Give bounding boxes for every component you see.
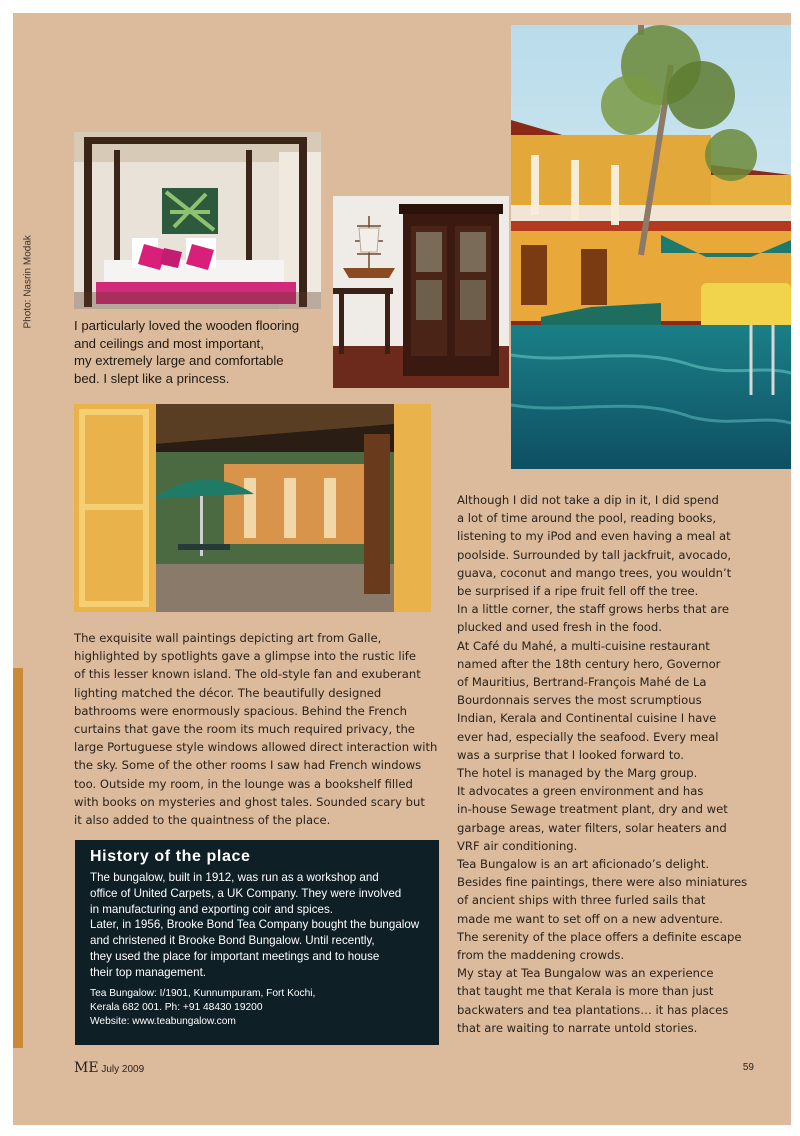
photo-credit: Photo: Nasrin Modak — [22, 235, 34, 329]
body-line: Indian, Kerala and Continental cuisine I have — [457, 711, 717, 726]
body-line: garbage areas, water filters, solar heaters and — [457, 820, 727, 835]
history-line: Later, in 1956, Brooke Bond Tea Company bought the bungalow — [90, 918, 420, 932]
body-line: plucked and used fresh in the food. — [457, 620, 662, 635]
history-line: and christened it Brooke Bond Bungalow. Until recently, — [90, 934, 375, 948]
body-line: named after the 18th century hero, Governor — [457, 656, 721, 671]
body-line: was a surprise that I looked forward to. — [457, 747, 684, 762]
body-line: At Café du Mahé, a multi-cuisine restaurant — [457, 638, 710, 653]
left-column-text — [74, 629, 439, 829]
contact-phone: Kerala 682 001. Ph: +91 48430 19200 — [90, 1001, 263, 1013]
body-line: the sky. Some of the other rooms I saw had French windows — [74, 758, 422, 773]
body-line: backwaters and tea plantations… it has places — [457, 1002, 729, 1017]
body-line: large Portuguese style windows allowed direct interaction with — [74, 740, 438, 755]
pool-photo — [511, 25, 791, 469]
body-line: In a little corner, the staff grows herbs that are — [457, 602, 730, 617]
caption-line: and ceilings and most important, — [74, 335, 264, 351]
photo-caption — [74, 317, 334, 387]
body-line: lighting matched the décor. The beautifully designed — [74, 685, 382, 700]
body-line: The serenity of the place offers a definite escape — [457, 929, 742, 944]
body-line: from the maddening crowds. — [457, 948, 625, 963]
body-line: The exquisite wall paintings depicting art from Galle, — [74, 631, 382, 645]
issue-date: July 2009 — [101, 1064, 145, 1075]
body-line: It advocates a green environment and has — [457, 784, 704, 799]
body-line: be surprised if a ripe fruit fell off the tree. — [457, 584, 699, 599]
body-line: that taught me that Kerala is more than just — [457, 984, 714, 999]
history-contact — [90, 987, 427, 1029]
body-line: it also added to the quaintness of the place. — [74, 813, 331, 828]
body-line: Tea Bungalow is an art aficionado’s delight. — [457, 857, 710, 872]
body-line: in-house Sewage treatment plant, dry and wet — [457, 802, 728, 817]
page-footer — [74, 1060, 754, 1076]
body-line: guava, coconut and mango trees, you wouldn’t — [457, 565, 732, 580]
body-line: The hotel is managed by the Marg group. — [457, 766, 698, 781]
caption-line: my extremely large and comfortable — [74, 353, 284, 369]
magazine-page — [13, 13, 791, 1125]
wardrobe-photo — [333, 196, 509, 388]
body-line: of Mauritius, Bertrand-François Mahé de La — [457, 675, 707, 690]
body-line: made me want to set off on a new adventure. — [457, 911, 723, 926]
history-line: office of United Carpets, a UK Company. They were involved — [90, 886, 402, 900]
body-line: that are waiting to narrate untold stories. — [457, 1020, 698, 1035]
caption-line: I particularly loved the wooden flooring — [74, 318, 300, 333]
history-line: their top management. — [90, 965, 207, 979]
page-edge-strip — [13, 668, 23, 1048]
caption-line: bed. I slept like a princess. — [74, 370, 230, 386]
history-title: History of the place — [90, 848, 251, 865]
body-line: a lot of time around the pool, reading books, — [457, 511, 717, 526]
history-box — [75, 840, 439, 1045]
body-line: Besides fine paintings, there were also miniatures — [457, 875, 748, 890]
body-line: highlighted by spotlights gave a glimpse into the rustic life — [74, 649, 417, 664]
body-line: curtains that gave the room its much required privacy, the — [74, 722, 415, 737]
body-line: Although I did not take a dip in it, I did spend — [457, 493, 719, 507]
body-line: of ancient ships with three furled sails that — [457, 893, 706, 908]
body-line: poolside. Surrounded by tall jackfruit, avocado, — [457, 547, 732, 562]
body-line: listening to my iPod and even having a meal at — [457, 529, 731, 544]
magazine-logo: ME — [74, 1060, 99, 1076]
body-line: My stay at Tea Bungalow was an experience — [457, 966, 714, 981]
bedroom-photo — [74, 132, 321, 309]
body-line: too. Outside my room, in the lounge was a bookshelf filled — [74, 776, 413, 791]
body-line: of this lesser known island. The old-style fan and exuberant — [74, 667, 421, 682]
contact-website: Website: www.teabungalow.com — [90, 1015, 236, 1027]
page-number: 59 — [742, 1062, 754, 1073]
body-line: VRF air conditioning. — [457, 838, 578, 853]
body-line: ever had, especially the seafood. Every meal — [457, 729, 719, 744]
body-line: bathrooms were enormously spacious. Behind the French — [74, 703, 407, 718]
courtyard-photo — [74, 404, 431, 612]
history-line: The bungalow, built in 1912, was run as a workshop and — [90, 871, 379, 884]
right-column-text — [457, 491, 777, 1037]
history-line: in manufacturing and exporting coir and spices. — [90, 902, 333, 916]
body-line: with books on mysteries and ghost tales. Sounded scary but — [74, 794, 425, 809]
contact-address: Tea Bungalow: I/1901, Kunnumpuram, Fort Kochi, — [90, 987, 316, 999]
history-line: they used the place for important meetings and to house — [90, 949, 380, 963]
body-line: Bourdonnais serves the most scrumptious — [457, 693, 702, 708]
history-body — [90, 870, 427, 981]
